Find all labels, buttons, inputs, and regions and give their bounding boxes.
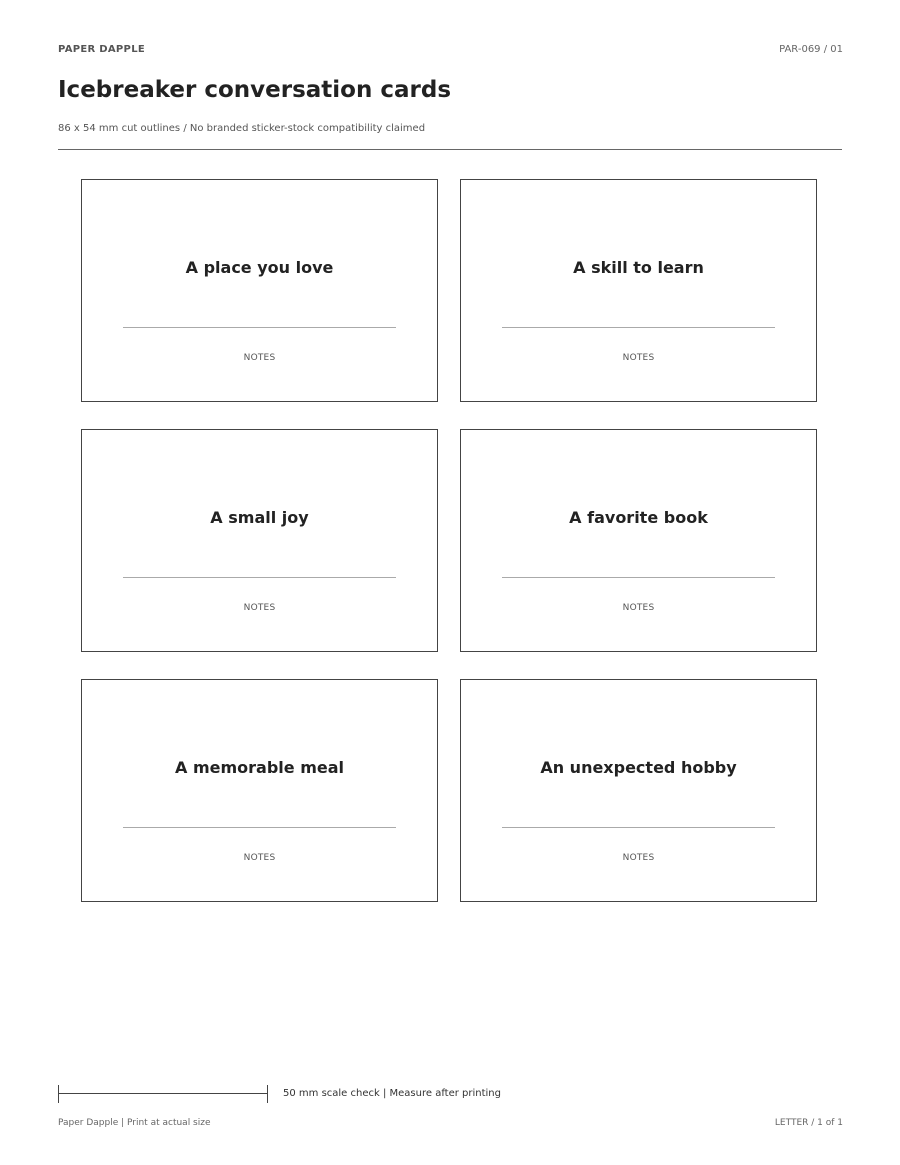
page-title: Icebreaker conversation cards	[58, 77, 452, 103]
card-notes-line	[502, 327, 775, 328]
card-prompt: A skill to learn	[573, 258, 704, 277]
card-notes-line	[502, 577, 775, 578]
card-notes-line	[502, 827, 775, 828]
scale-bar-line	[58, 1093, 268, 1094]
card-prompt: A place you love	[185, 258, 334, 277]
card-notes-label: NOTES	[622, 853, 655, 863]
card-notes-label: NOTES	[243, 603, 276, 613]
card-prompt: An unexpected hobby	[540, 758, 737, 777]
card-notes-label: NOTES	[243, 853, 276, 863]
page-subtitle: 86 x 54 mm cut outlines / No branded sticker-stock compatibility claimed	[58, 123, 426, 134]
card-5	[81, 679, 438, 902]
card-2	[460, 179, 817, 402]
card-prompt: A small joy	[210, 508, 309, 527]
card-3	[81, 429, 438, 652]
card-6	[460, 679, 817, 902]
document-id: PAR-069 / 01	[779, 44, 843, 55]
scale-check-label: 50 mm scale check | Measure after printing	[283, 1088, 501, 1099]
scale-check-bar	[58, 1085, 268, 1103]
card-notes-line	[123, 827, 396, 828]
card-notes-label: NOTES	[622, 353, 655, 363]
card-notes-label: NOTES	[243, 353, 276, 363]
card-1	[81, 179, 438, 402]
card-prompt: A favorite book	[569, 508, 708, 527]
card-4	[460, 429, 817, 652]
brand-label: PAPER DAPPLE	[58, 44, 145, 55]
scale-bar-right-tick	[267, 1085, 268, 1103]
footer-left-text: Paper Dapple | Print at actual size	[58, 1118, 211, 1128]
scale-bar-left-tick	[58, 1085, 59, 1103]
card-prompt: A memorable meal	[175, 758, 344, 777]
card-notes-line	[123, 577, 396, 578]
card-notes-line	[123, 327, 396, 328]
header-divider	[58, 149, 842, 150]
card-notes-label: NOTES	[622, 603, 655, 613]
footer-page-info: LETTER / 1 of 1	[774, 1118, 843, 1128]
